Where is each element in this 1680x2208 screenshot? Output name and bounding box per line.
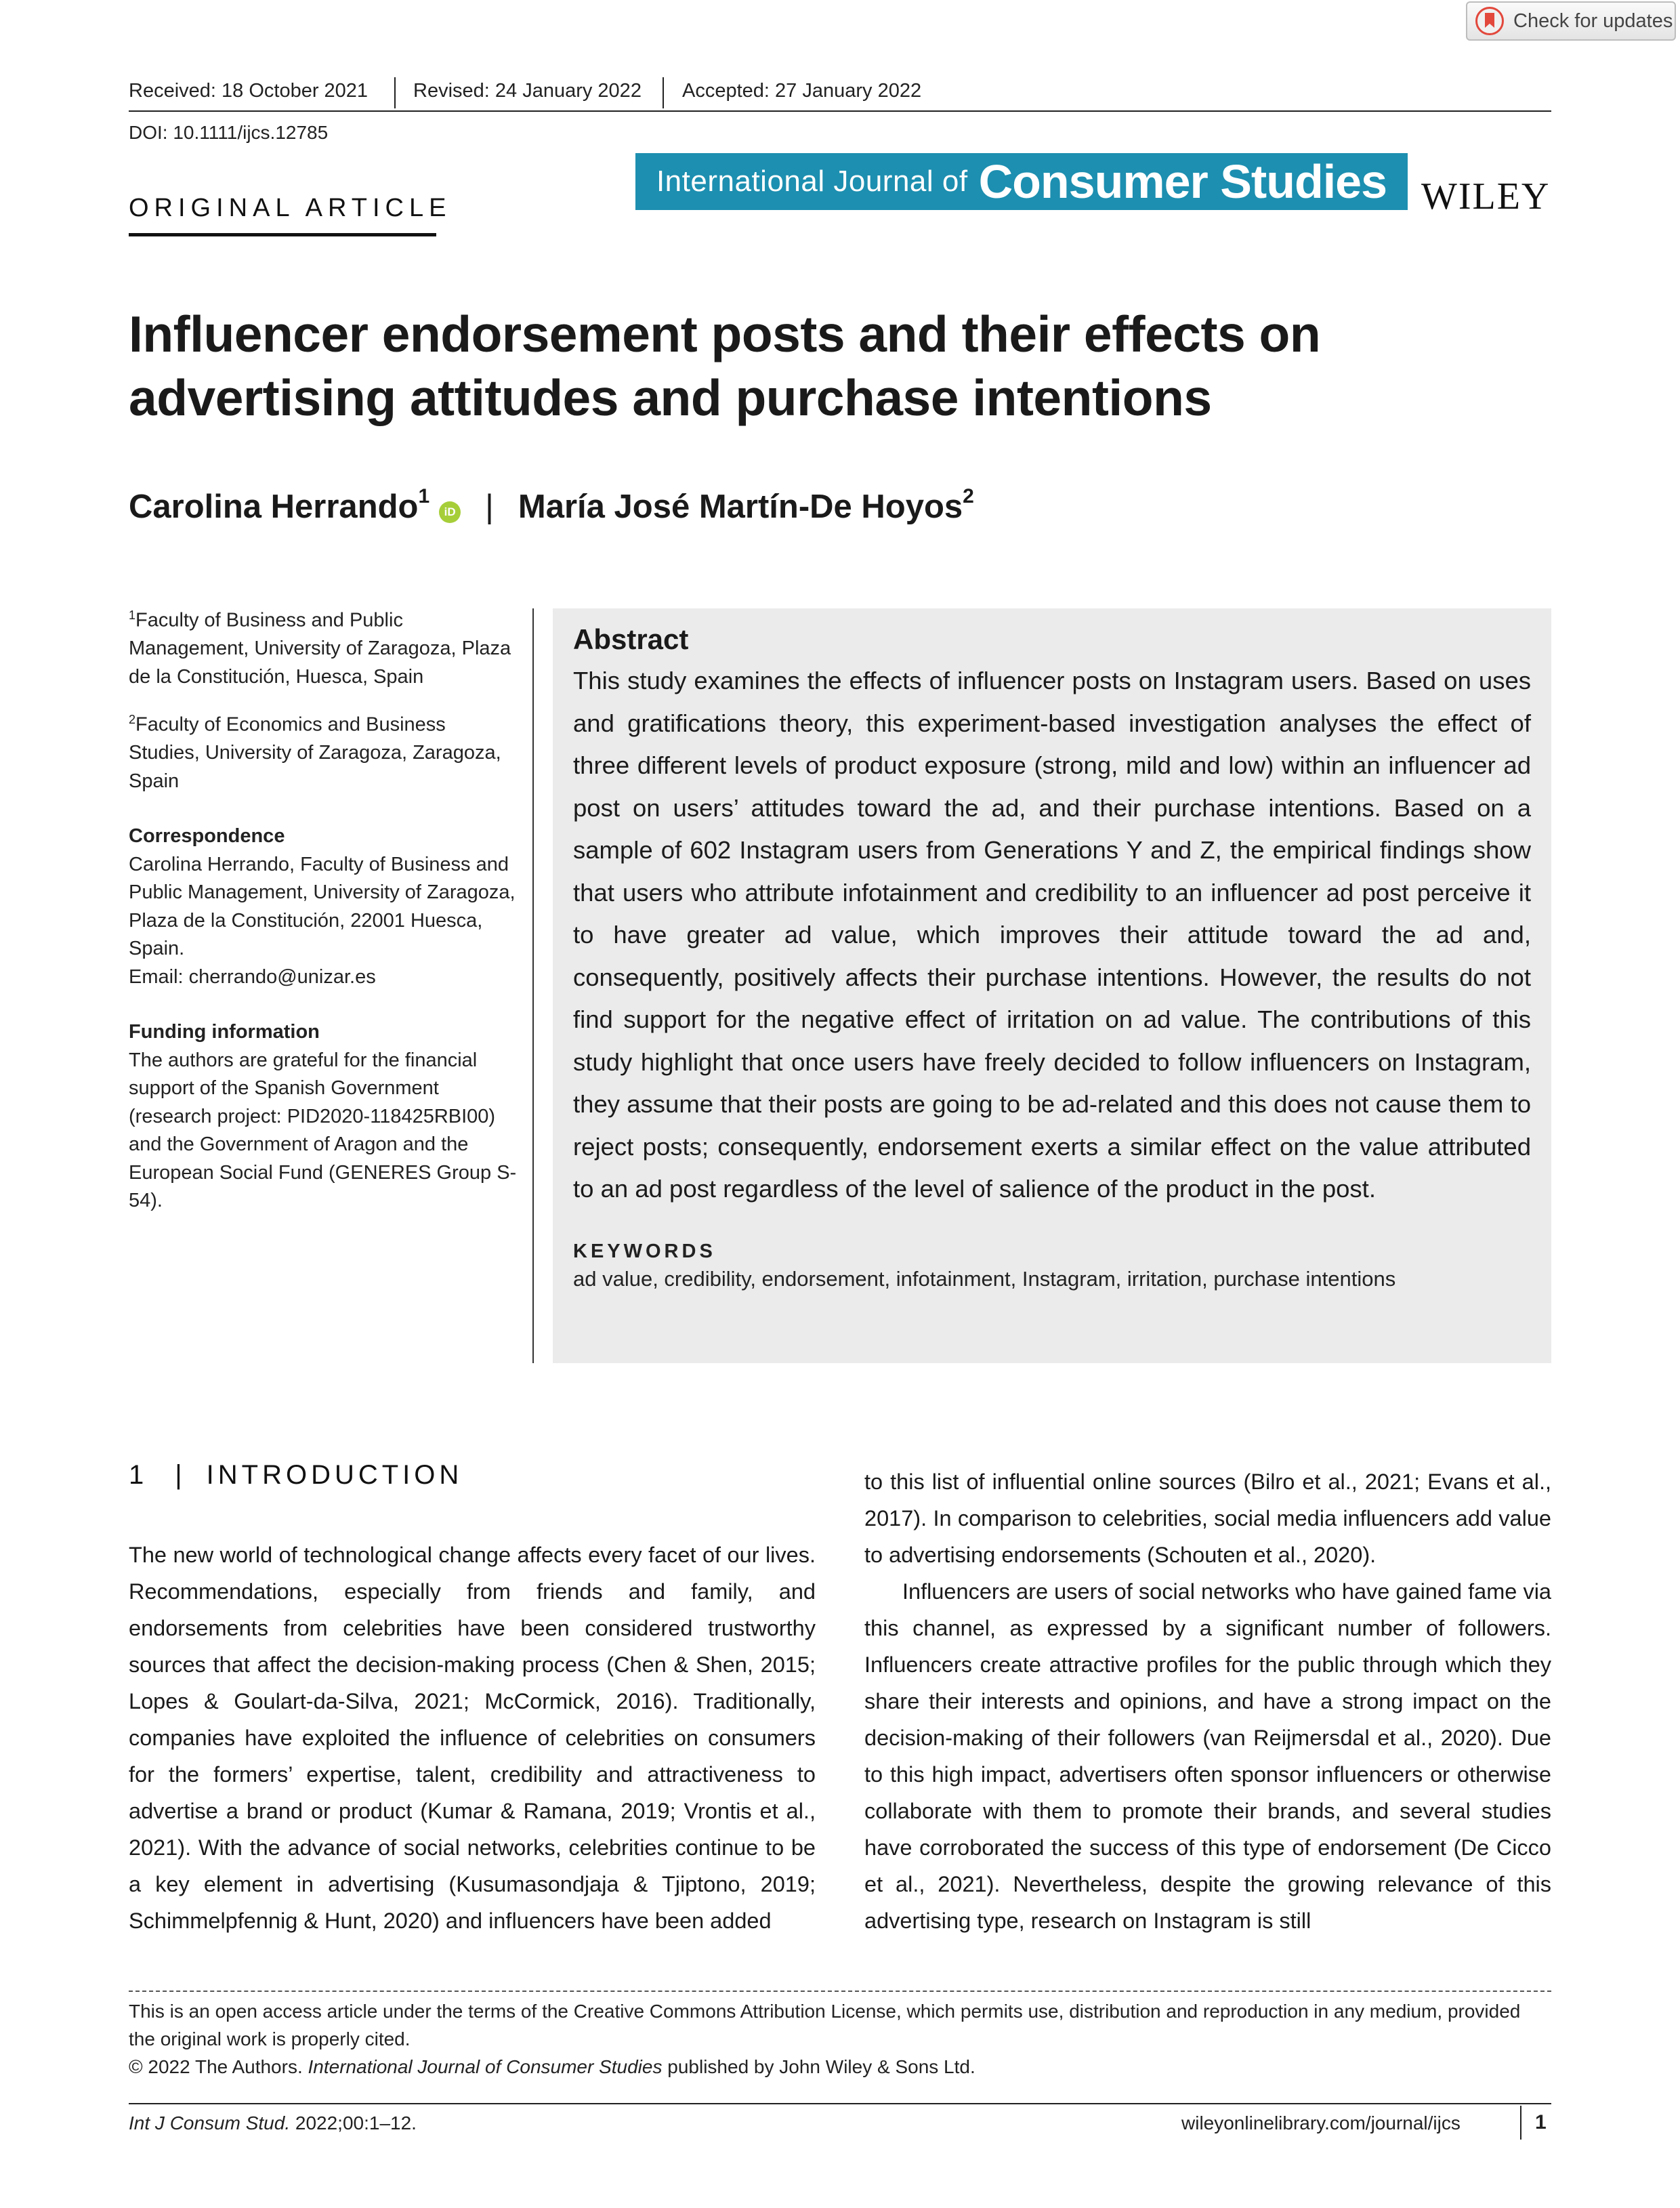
license-text: This is an open access article under the terms of the Creative Commons Attribution License, which permits use, distribution and reproduction in any medium, provided the original work is properly cited. (129, 2001, 1521, 2049)
revised-date: Revised: 24 January 2022 (413, 80, 642, 102)
footer-divider (1520, 2106, 1521, 2140)
journal-name: Consumer Studies (978, 155, 1387, 208)
section-title: INTRODUCTION (206, 1460, 463, 1490)
article-title: Influencer endorsement posts and their effects on advertising attitudes and purchase intentions (129, 306, 1321, 426)
footnote-divider (129, 1991, 1551, 1992)
article-type-underline (129, 233, 436, 236)
license-note (129, 1997, 1551, 2081)
funding-heading: Funding information (129, 1021, 320, 1043)
section-heading (129, 1460, 463, 1491)
funding-text: The authors are grateful for the financial support of the Spanish Government (research project: PID2020-118425RBI00) and the Government of Aragon and the European Social Fund (GENERES Group S-54). (129, 1049, 517, 1212)
author-name: María José Martín-De Hoyos (518, 488, 963, 525)
author-name: Carolina Herrando (129, 488, 419, 525)
keywords-heading: KEYWORDS (573, 1240, 716, 1262)
header-rule (129, 110, 1551, 112)
header-divider (394, 77, 396, 108)
section-separator: | (175, 1460, 182, 1490)
keywords-list: ad value, credibility, endorsement, infotainment, Instagram, irritation, purchase intentions (573, 1266, 1396, 1291)
correspondence-email[interactable]: Email: cherrando@unizar.es (129, 965, 376, 988)
article-type: ORIGINAL ARTICLE (129, 194, 452, 222)
received-date: Received: 18 October 2021 (129, 80, 369, 102)
author-list (129, 485, 974, 526)
correspondence-heading: Correspondence (129, 825, 285, 848)
section-number: 1 (129, 1460, 148, 1490)
affiliation: $^1$Faculty of Business and Public Management, University of Zaragoza, Plaza de la Constitución, Huesca, Spain (129, 608, 511, 688)
journal-prefix: International Journal of (656, 165, 968, 198)
side-column (129, 602, 522, 1215)
citation: Int J Consum Stud. 2022;00:1–12. (129, 2112, 417, 2133)
publisher-logo: WILEY (1421, 175, 1551, 217)
correspondence-text: Carolina Herrando, Faculty of Business and Public Management, University of Zaragoza, Plaza de la Constitución, 22001 Huesca, Spain. (129, 853, 516, 960)
paragraph: to this list of influential online sources (Bilro et al., 2021; Evans et al., 2017). In comparison to celebrities, social media influencers add value to advertising endorsements (Schouten et al., 2020). (864, 1470, 1551, 1567)
orcid-icon[interactable]: iD (439, 501, 461, 523)
journal-banner (635, 153, 1408, 210)
check-for-updates-button[interactable] (1466, 1, 1676, 41)
author-affiliation-mark: 1 (418, 485, 430, 507)
abstract-heading: Abstract (573, 623, 689, 655)
affiliation: $^2$Faculty of Economics and Business Studies, University of Zaragoza, Zaragoza, Spain (129, 713, 501, 792)
copyright-line: © 2022 The Authors. International Journal of Consumer Studies published by John Wiley & Sons Ltd. (129, 2056, 975, 2077)
paragraph: Influencers are users of social networks who have gained fame via this channel, as expressed by a significant number of followers. Influencers create attractive profiles for the public through which they share their interests and opinions, and have a strong impact on the decision-making of their followers (van Reijmersdal et al., 2020). Due to this high impact, advertisers often sponsor influencers or otherwise collaborate with them to promote their brands, and several studies have corroborated the success of this type of endorsement (De Cicco et al., 2021). Nevertheless, despite the growing relevance of this advertising type, research on Instagram is still (864, 1579, 1551, 1933)
header-divider (663, 77, 664, 108)
body-column-right (864, 1463, 1551, 1939)
check-for-updates-label: Check for updates (1513, 9, 1673, 32)
abstract-box (553, 608, 1551, 1363)
author-affiliation-mark: 2 (963, 485, 974, 507)
body-column-left (129, 1537, 816, 1939)
accepted-date: Accepted: 27 January 2022 (682, 80, 922, 102)
bookmark-icon (1475, 7, 1504, 35)
column-divider (532, 608, 534, 1363)
footer-rule (129, 2103, 1551, 2104)
paragraph: The new world of technological change affects every facet of our lives. Recommendations, especially from friends and family, and endorsements from celebrities have been considered trustworthy sources that affect the decision-making process (Chen & Shen, 2015; Lopes & Goulart-da-Silva, 2021; McCormick, 2016). Traditionally, companies have exploited the influence of celebrities on consumers for the formers’ expertise, talent, credibility and attractiveness to advertise a brand or product (Kumar & Ramana, 2019; Vrontis et al., 2021). With the advance of social networks, celebrities continue to be a key element in advertising (Kusumasondjaja & Tjiptono, 2019; Schimmelpfennig & Hunt, 2020) and influencers have been added (129, 1543, 816, 1933)
author-separator: | (485, 488, 494, 525)
doi: DOI: 10.1111/ijcs.12785 (129, 122, 329, 143)
abstract-body: This study examines the effects of influencer posts on Instagram users. Based on uses and gratifications theory, this experiment-based investigation analyses the effect of three different levels of product exposure (strong, mild and low) within an influencer ad post on users’ attitudes toward the ad, and their purchase intentions. Based on a sample of 602 Instagram users from Generations Y and Z, the empirical findings show that users who attribute infotainment and credibility to an influencer ad post perceive it to have greater ad value, which improves their attitude toward the ad and, consequently, positively affects their purchase intentions. However, the results do not find support for the negative effect of irritation on ad value. The contributions of this study highlight that once users have freely decided to follow influencers on Instagram, they assume that their posts are going to be ad-related and this does not cause them to reject posts; consequently, endorsement exerts a similar effect on the value attributed to an ad post regardless of the level of salience of the product in the post. (573, 667, 1531, 1203)
page-number: 1 (1535, 2111, 1547, 2133)
journal-url[interactable]: wileyonlinelibrary.com/journal/ijcs (1181, 2112, 1461, 2133)
